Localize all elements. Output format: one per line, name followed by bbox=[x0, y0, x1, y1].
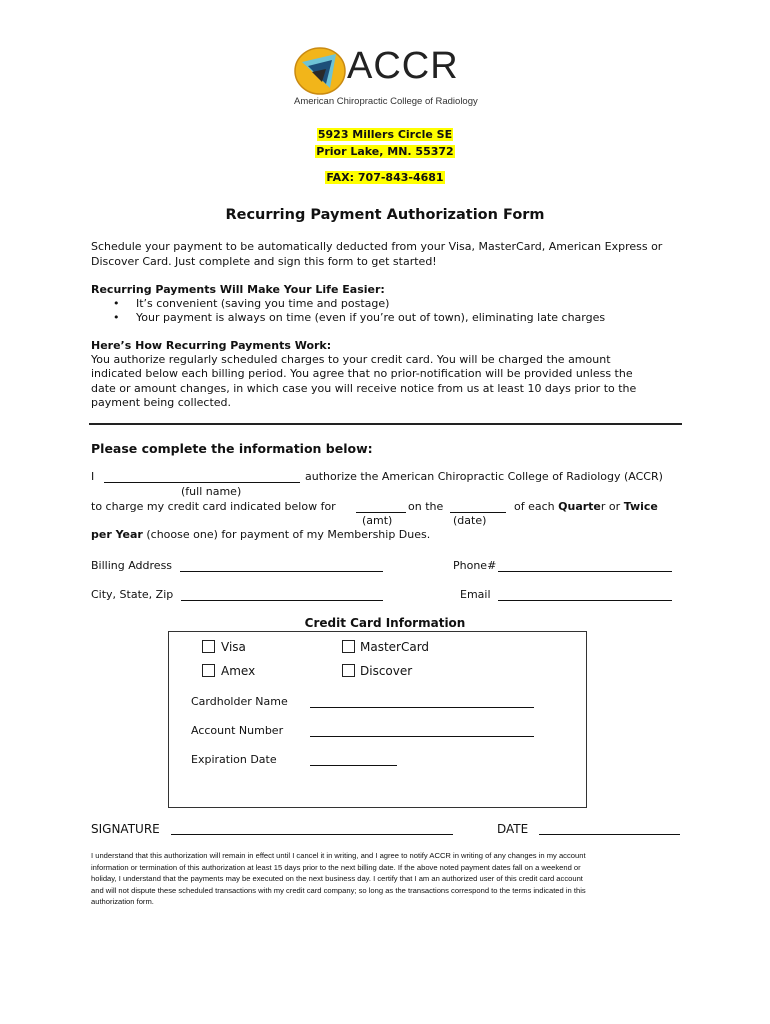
credit-card-box bbox=[168, 631, 587, 808]
amount-field[interactable] bbox=[356, 501, 406, 513]
logo-brand: ACCR bbox=[347, 45, 459, 87]
amex-label: Amex bbox=[221, 664, 256, 678]
how-line: payment being collected. bbox=[91, 396, 232, 409]
date-field[interactable] bbox=[450, 501, 506, 513]
card-heading: Credit Card Information bbox=[304, 616, 466, 630]
fine-print-line: authorization form. bbox=[91, 897, 154, 906]
of-each-text bbox=[514, 500, 658, 515]
on-the-text: on the bbox=[408, 500, 444, 513]
signature-label: SIGNATURE bbox=[91, 822, 160, 836]
full-name-caption: (full name) bbox=[181, 485, 242, 498]
fine-print-line: information or termination of this authorization at least 15 days prior to the next billing date. If the above noted payment dates fall on a weekend or bbox=[91, 862, 581, 872]
how-line: You authorize regularly scheduled charges to your credit card. You will be charged the amount bbox=[91, 353, 611, 366]
date-caption: (date) bbox=[453, 514, 487, 527]
billing-address-field[interactable] bbox=[180, 560, 383, 572]
section-divider bbox=[89, 423, 682, 425]
intro-line-1: Schedule your payment to be automatically deducted from your Visa, MasterCard, American Express or bbox=[91, 240, 663, 253]
fine-print bbox=[91, 850, 691, 908]
easier-bullet-1: It’s convenient (saving you time and postage) bbox=[136, 297, 390, 310]
account-label: Account Number bbox=[191, 724, 284, 737]
fine-print-line: I understand that this authorization will remain in effect until I cancel it in writing, and I agree to notify ACCR in writing of any changes in my account bbox=[91, 851, 586, 860]
mastercard-checkbox[interactable] bbox=[342, 640, 355, 653]
cardholder-label: Cardholder Name bbox=[191, 695, 288, 708]
account-field[interactable] bbox=[310, 725, 534, 737]
address-street: 5923 Millers Circle SE bbox=[317, 128, 453, 141]
full-name-field[interactable] bbox=[104, 471, 300, 483]
city-state-zip-label: City, State, Zip bbox=[91, 588, 174, 601]
form-title: Recurring Payment Authorization Form bbox=[225, 207, 545, 223]
per-year-option[interactable]: per Year bbox=[91, 528, 143, 541]
city-state-zip-field[interactable] bbox=[181, 589, 383, 601]
billing-address-label: Billing Address bbox=[91, 559, 173, 572]
date-label: DATE bbox=[497, 822, 529, 836]
of-each-label: of each bbox=[514, 500, 555, 513]
mastercard-label: MasterCard bbox=[360, 640, 430, 654]
address-city: Prior Lake, MN. 55372 bbox=[316, 145, 454, 158]
visa-label: Visa bbox=[221, 640, 246, 654]
how-line: indicated below each billing period. You agree that no prior-notification will be provided unless the bbox=[91, 367, 633, 380]
or-label: or bbox=[608, 500, 621, 513]
charge-text: to charge my credit card indicated below for bbox=[91, 500, 336, 513]
phone-field[interactable] bbox=[498, 560, 672, 572]
address-fax: FAX: 707-843-4681 bbox=[326, 171, 444, 184]
fine-print-line: and will not dispute these scheduled transactions with my credit card company; so long as the transactions correspond to the terms indicated in this bbox=[91, 885, 586, 895]
intro-line-2: Discover Card. Just complete and sign this form to get started! bbox=[91, 255, 437, 268]
discover-checkbox[interactable] bbox=[342, 664, 355, 677]
logo-subtitle: American Chiropractic College of Radiology bbox=[294, 96, 478, 107]
how-line: date or amount changes, in which case you will receive notice from us at least 10 days prior to the bbox=[91, 382, 637, 395]
signature-field[interactable] bbox=[171, 823, 453, 835]
visa-checkbox[interactable] bbox=[202, 640, 215, 653]
quarter-option[interactable]: Quarte bbox=[558, 500, 601, 513]
choose-text: (choose one) for payment of my Membership Dues. bbox=[146, 528, 431, 541]
discover-label: Discover bbox=[360, 664, 413, 678]
easier-heading: Recurring Payments Will Make Your Life Easier: bbox=[91, 283, 385, 296]
amt-caption: (amt) bbox=[362, 514, 393, 527]
email-field[interactable] bbox=[498, 589, 672, 601]
fine-print-line: holiday, I understand that the payments may be executed on the next business day. I certify that I am an authorized user of this credit card account bbox=[91, 874, 583, 883]
authorize-text: authorize the American Chiropractic College of Radiology (ACCR) bbox=[305, 470, 663, 483]
bullet-dot: • bbox=[113, 311, 120, 324]
signature-date-field[interactable] bbox=[539, 823, 680, 835]
amex-checkbox[interactable] bbox=[202, 664, 215, 677]
info-heading: Please complete the information below: bbox=[91, 441, 373, 456]
easier-bullet-2: Your payment is always on time (even if you’re out of town), eliminating late charges bbox=[136, 311, 606, 324]
cardholder-field[interactable] bbox=[310, 696, 534, 708]
how-heading: Here’s How Recurring Payments Work: bbox=[91, 339, 332, 352]
quarter-r: r bbox=[600, 500, 606, 513]
email-label: Email bbox=[460, 588, 491, 601]
bullet-dot: • bbox=[113, 297, 120, 310]
expiration-label: Expiration Date bbox=[191, 753, 277, 766]
phone-label: Phone# bbox=[453, 559, 497, 572]
expiration-field[interactable] bbox=[310, 754, 397, 766]
i-label: I bbox=[91, 470, 95, 483]
twice-option[interactable]: Twice bbox=[623, 500, 658, 513]
